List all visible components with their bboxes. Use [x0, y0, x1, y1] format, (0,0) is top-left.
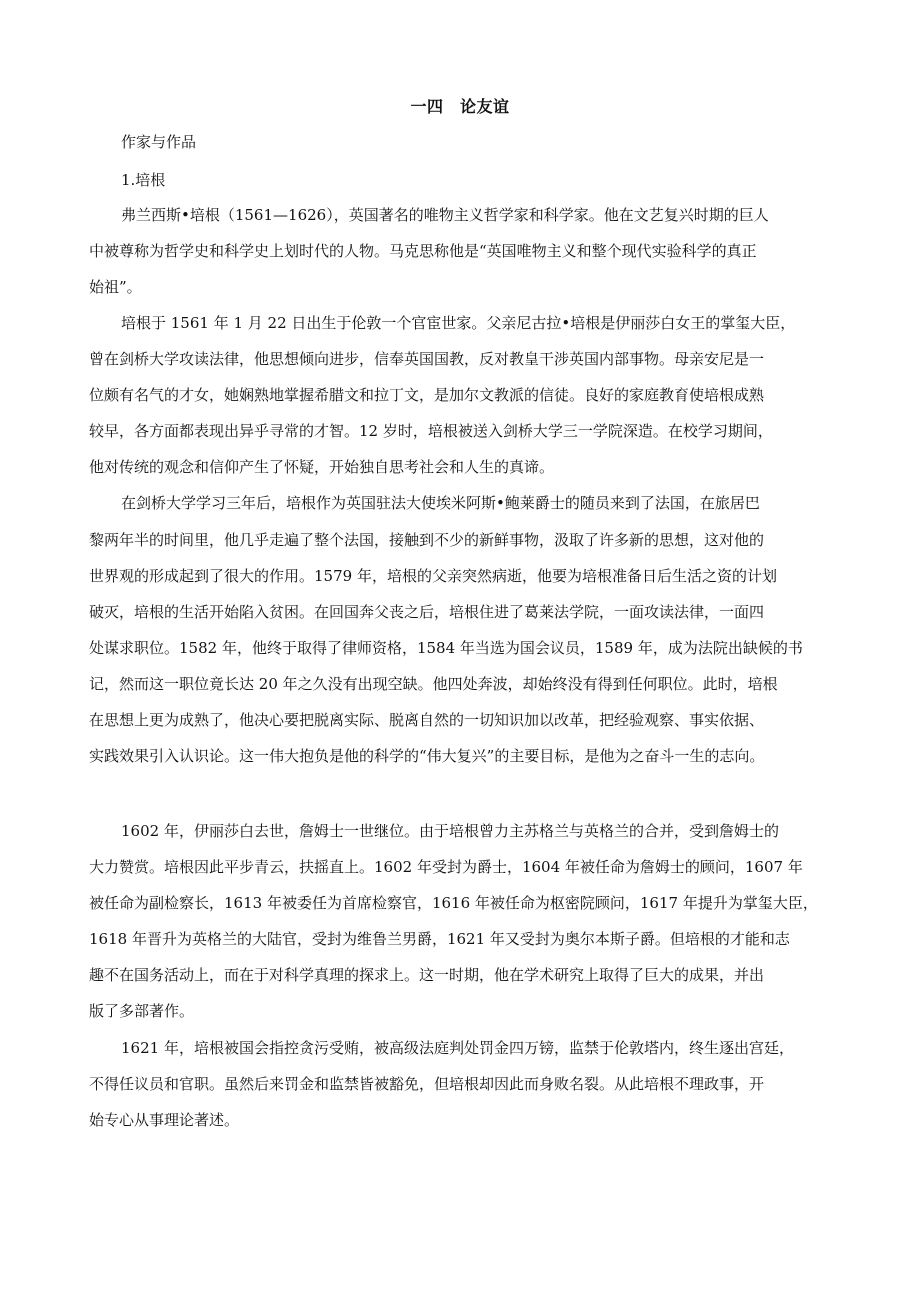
paragraph-line: 1602 年，伊丽莎白去世，詹姆士一世继位。由于培根曾力主苏格兰与英格兰的合并，受到詹姆士的: [121, 822, 779, 840]
paragraph-line: 趣不在国务活动上，而在于对科学真理的探求上。这一时期，他在学术研究上取得了巨大的成果，并出: [89, 966, 765, 984]
paragraph-line: 版了多部著作。: [89, 1002, 195, 1020]
paragraph-line: 1618 年晋升为英格兰的大陆官，受封为维鲁兰男爵，1621 年又受封为奥尔本斯子爵。但培根的才能和志: [89, 930, 790, 948]
paragraph-line: 1621 年，培根被国会指控贪污受贿，被高级法庭判处罚金四万镑，监禁于伦敦塔内，终生逐出宫廷，: [121, 1039, 794, 1057]
paragraph-line: 处谋求职位。1582 年，他终于取得了律师资格，1584 年当选为国会议员，1589 年，成为法院出缺候的书: [89, 639, 803, 657]
paragraph-line: 大力赞赏。培根因此平步青云，扶摇直上。1602 年受封为爵士，1604 年被任命为詹姆士的顾问，1607 年: [89, 858, 803, 876]
paragraph-line: 位颇有名气的才女，她娴熟地掌握希腊文和拉丁文，是加尔文教派的信徒。良好的家庭教育使培根成熟: [89, 386, 765, 404]
section-heading: 作家与作品: [121, 133, 197, 151]
paragraph-line: 世界观的形成起到了很大的作用。1579 年，培根的父亲突然病逝，他要为培根准备日后生活之资的计划: [89, 567, 777, 585]
paragraph-line: 记，然而这一职位竟长达 20 年之久没有出现空缺。他四处奔波，却始终没有得到任何职位。此时，培根: [89, 675, 778, 693]
paragraph-line: 曾在剑桥大学攻读法律，他思想倾向进步，信奉英国国教，反对教皇干涉英国内部事物。母亲安尼是一: [89, 350, 765, 368]
paragraph-line: 始祖”。: [89, 278, 142, 296]
paragraph-line: 实践效果引入认识论。这一伟大抱负是他的科学的“伟大复兴”的主要目标，是他为之奋斗一生的志向。: [89, 747, 765, 765]
paragraph-line: 较早，各方面都表现出异乎寻常的才智。12 岁时，培根被送入剑桥大学三一学院深造。在校学习期间，: [89, 422, 773, 440]
paragraph-line: 培根于 1561 年 1 月 22 日出生于伦敦一个官宦世家。父亲尼古拉•培根是伊丽莎白女王的掌玺大臣，: [121, 314, 796, 332]
paragraph-line: 黎两年半的时间里，他几乎走遍了整个法国，接触到不少的新鲜事物，汲取了许多新的思想，这对他的: [89, 531, 765, 549]
paragraph-line: 在剑桥大学学习三年后，培根作为英国驻法大使埃米阿斯•鲍莱爵士的随员来到了法国，在旅居巴: [121, 494, 760, 512]
chapter-title: 一四 论友谊: [410, 97, 510, 116]
paragraph-line: 中被尊称为哲学史和科学史上划时代的人物。马克思称他是“英国唯物主义和整个现代实验科学的真正: [89, 242, 757, 260]
paragraph-line: 他对传统的观念和信仰产生了怀疑，开始独自思考社会和人生的真谛。: [89, 458, 555, 476]
paragraph-line: 破灭，培根的生活开始陷入贫困。在回国奔父丧之后，培根住进了葛莱法学院，一面攻读法律，一面四: [89, 603, 765, 621]
subsection-heading: 1.培根: [121, 171, 166, 189]
paragraph-line: 弗兰西斯•培根（1561—1626），英国著名的唯物主义哲学家和科学家。他在文艺复兴时期的巨人: [121, 206, 769, 224]
paragraph-line: 在思想上更为成熟了，他决心要把脱离实际、脱离自然的一切知识加以改革，把经验观察、事实依据、: [89, 711, 765, 729]
paragraph-line: 不得任议员和官职。虽然后来罚金和监禁皆被豁免，但培根却因此而身败名裂。从此培根不理政事，开: [89, 1075, 765, 1093]
paragraph-line: 被任命为副检察长，1613 年被委任为首席检察官，1616 年被任命为枢密院顾问，1617 年提升为掌玺大臣，: [89, 894, 818, 912]
paragraph-line: 始专心从事理论著述。: [89, 1111, 240, 1129]
